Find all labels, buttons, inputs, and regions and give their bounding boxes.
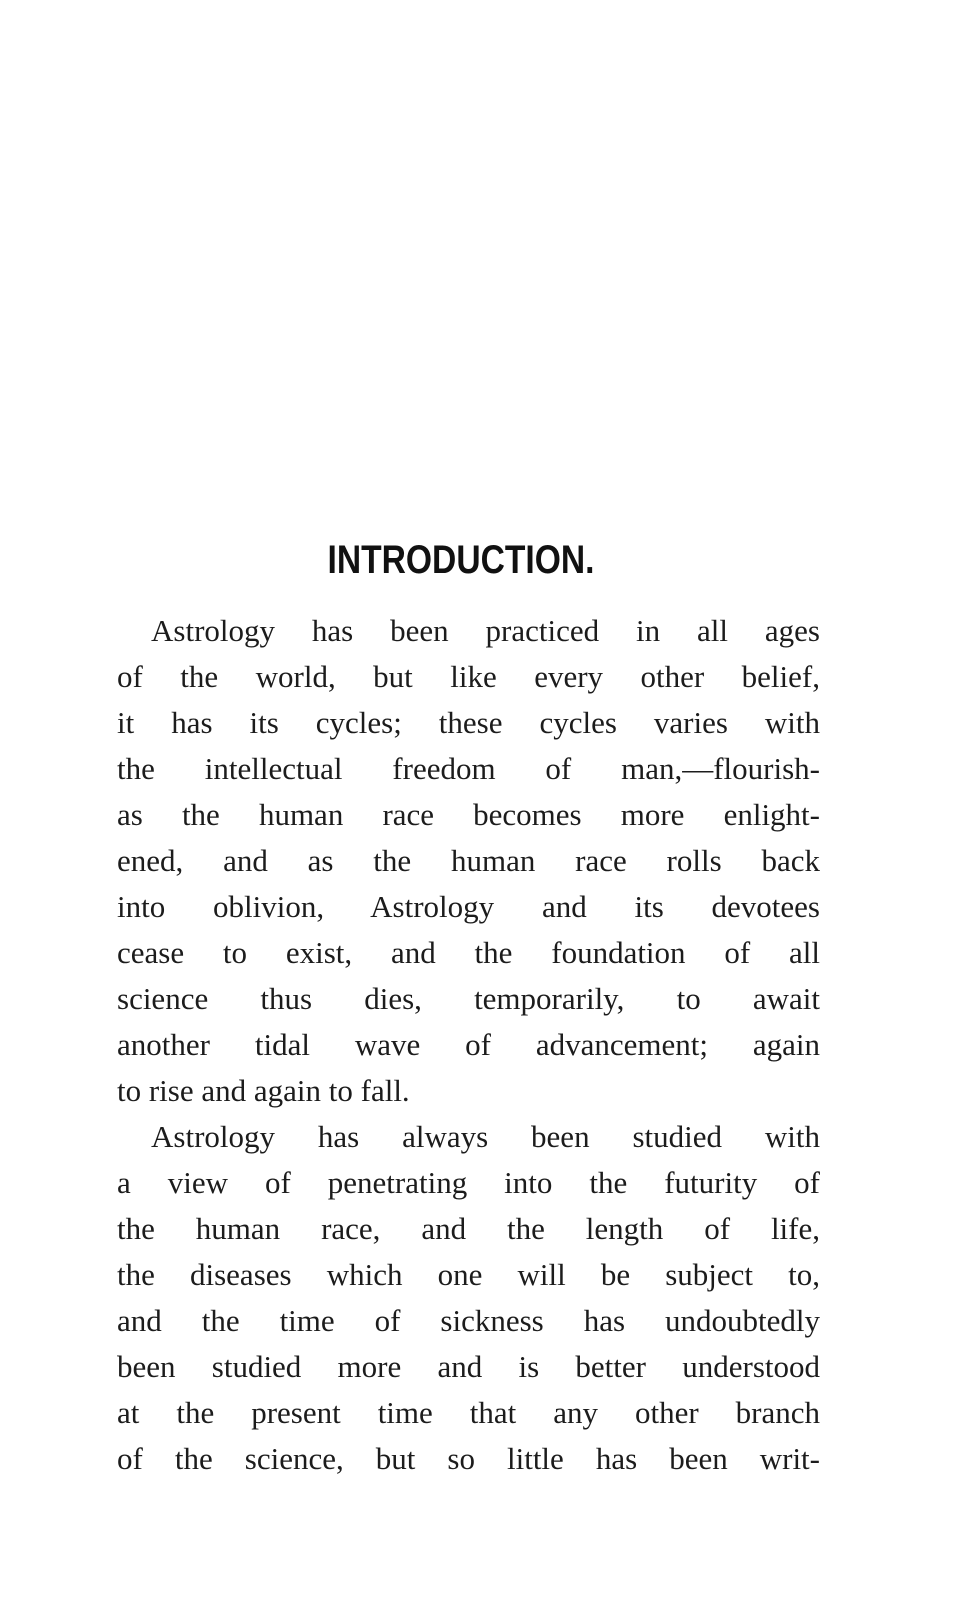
text-line: and the time of sickness has undoubtedly (117, 1303, 820, 1338)
text-line: been studied more and is better understood (117, 1349, 820, 1384)
text-line: into oblivion, Astrology and its devotees (117, 889, 820, 924)
text-line: cease to exist, and the foundation of all (117, 935, 820, 970)
text-line: ened, and as the human race rolls back (117, 843, 820, 878)
text-line: the intellectual freedom of man,—flourish- (117, 751, 820, 786)
text-line: to rise and again to fall. (117, 1073, 410, 1108)
text-line: of the science, but so little has been writ- (117, 1441, 820, 1476)
paragraph (117, 1114, 820, 1482)
text-line: another tidal wave of advancement; again (117, 1027, 820, 1062)
text-line: the diseases which one will be subject to, (117, 1257, 820, 1292)
text-line: as the human race becomes more enlight- (117, 797, 820, 832)
text-line: of the world, but like every other belief, (117, 659, 820, 694)
paragraph (117, 608, 820, 1114)
chapter-heading: INTRODUCTION. (327, 538, 595, 582)
text-line: it has its cycles; these cycles varies with (117, 705, 820, 740)
text-line: at the present time that any other branch (117, 1395, 820, 1430)
text-line: Astrology has always been studied with (151, 1119, 820, 1154)
text-line: the human race, and the length of life, (117, 1211, 820, 1246)
text-line: a view of penetrating into the futurity of (117, 1165, 820, 1200)
text-line: science thus dies, temporarily, to await (117, 981, 820, 1016)
text-line: Astrology has been practiced in all ages (151, 613, 820, 648)
body-text (117, 608, 820, 1482)
